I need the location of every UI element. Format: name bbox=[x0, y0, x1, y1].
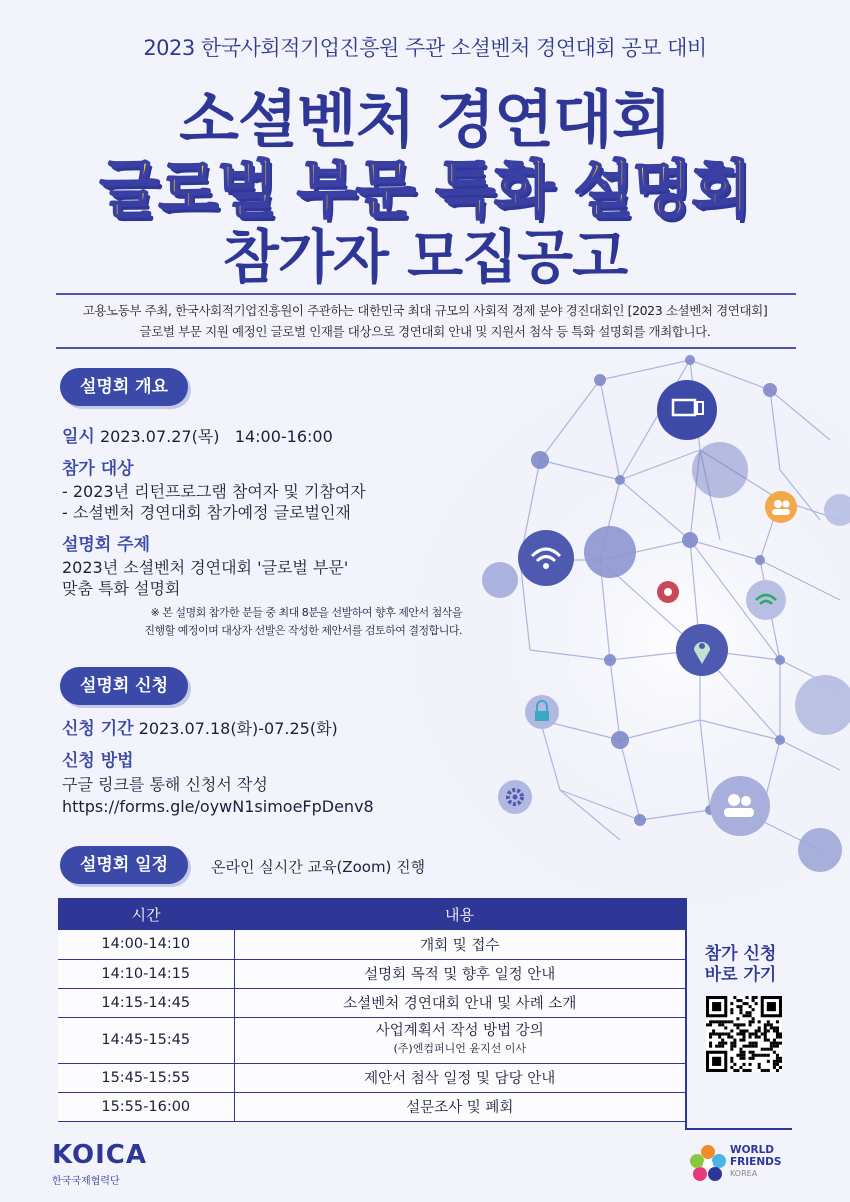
row-time: 14:00-14:10 bbox=[58, 930, 234, 959]
location-pin-icon bbox=[676, 624, 728, 676]
col-content-header: 내용 bbox=[234, 898, 685, 930]
period-value: 2023.07.18(화)-07.25(화) bbox=[138, 719, 338, 738]
share-icon bbox=[657, 581, 679, 603]
topic-text bbox=[62, 557, 348, 599]
overview-heading: 설명회 개요 bbox=[60, 368, 188, 406]
table-row bbox=[58, 988, 685, 1017]
row-time: 14:45-15:45 bbox=[58, 1017, 234, 1063]
schedule-table bbox=[58, 898, 685, 1122]
koica-name: 한국국제협력단 bbox=[52, 1176, 120, 1187]
row-content: 사업계획서 작성 방법 강의 bbox=[375, 1023, 544, 1039]
method-label: 신청 방법 bbox=[62, 751, 134, 771]
row-content: 설명회 목적 및 향후 일정 안내 bbox=[234, 959, 685, 988]
table-row bbox=[58, 1092, 685, 1121]
target-item: - 소셜벤처 경연대회 참가예정 글로벌인재 bbox=[62, 503, 351, 522]
target-label: 참가 대상 bbox=[62, 459, 134, 479]
qr-label-line-1: 참가 신청 bbox=[704, 944, 777, 964]
qr-panel bbox=[685, 898, 792, 1130]
users-icon bbox=[765, 491, 797, 523]
row-content-sub: (주)엔컴퍼니언 윤지선 이사 bbox=[393, 1042, 526, 1055]
schedule-heading: 설명회 일정 bbox=[60, 846, 188, 884]
method-text bbox=[62, 774, 374, 818]
application-link[interactable]: https://forms.gle/oywN1simoeFpDenv8 bbox=[62, 797, 374, 816]
event-subtitle: 2023 한국사회적기업진흥원 주관 소셜벤처 경연대회 공모 대비 bbox=[143, 36, 707, 60]
world-friends-logo bbox=[688, 1141, 798, 1185]
wifi-icon bbox=[518, 530, 574, 586]
target-list bbox=[62, 481, 366, 523]
target-item: - 2023년 리턴프로그램 참여자 및 기참여자 bbox=[62, 482, 366, 501]
table-row bbox=[58, 1063, 685, 1092]
wifi-icon bbox=[746, 580, 786, 620]
row-time: 15:55-16:00 bbox=[58, 1092, 234, 1121]
lock-icon bbox=[525, 695, 559, 729]
wf-line-3: KOREA bbox=[730, 1169, 758, 1178]
schedule-mode: 온라인 실시간 교육(Zoom) 진행 bbox=[211, 858, 426, 876]
row-time: 14:10-14:15 bbox=[58, 959, 234, 988]
gear-icon bbox=[498, 780, 532, 814]
row-content: 설문조사 및 폐회 bbox=[234, 1092, 685, 1121]
intro-text bbox=[40, 300, 810, 342]
flower-icon bbox=[688, 1143, 728, 1183]
qr-label bbox=[687, 944, 794, 986]
table-row bbox=[58, 1017, 685, 1063]
qr-label-line-2: 바로 가기 bbox=[704, 965, 777, 985]
selection-note bbox=[62, 604, 462, 640]
wf-line-1: WORLD bbox=[730, 1144, 774, 1156]
koica-logo bbox=[52, 1140, 147, 1187]
users-icon bbox=[710, 776, 770, 836]
monitor-icon bbox=[657, 380, 717, 440]
intro-line-2: 글로벌 부문 지원 예정인 글로벌 인재를 대상으로 경연대회 안내 및 지원서 첨삭 등 특화 설명회를 개최합니다. bbox=[139, 324, 711, 339]
date-row bbox=[62, 422, 333, 447]
table-row bbox=[58, 930, 685, 959]
period-label: 신청 기간 bbox=[62, 719, 134, 739]
method-line-1: 구글 링크를 통해 신청서 작성 bbox=[62, 775, 268, 794]
topic-line-1: 2023년 소셜벤처 경연대회 '글로벌 부문' bbox=[62, 558, 349, 577]
row-content-cell bbox=[234, 1017, 685, 1063]
topic-label: 설명회 주제 bbox=[62, 535, 151, 555]
row-content: 소셜벤처 경연대회 안내 및 사례 소개 bbox=[234, 988, 685, 1017]
row-time: 15:45-15:55 bbox=[58, 1063, 234, 1092]
apply-heading: 설명회 신청 bbox=[60, 667, 188, 705]
note-line-1: ※ 본 설명회 참가한 분들 중 최대 8분을 선발하여 향후 제안서 첨삭을 bbox=[150, 606, 462, 619]
koica-wordmark: KOICA bbox=[52, 1140, 147, 1170]
qr-code[interactable] bbox=[706, 996, 782, 1072]
intro-top-divider bbox=[56, 293, 796, 295]
table-row bbox=[58, 959, 685, 988]
row-content: 개회 및 접수 bbox=[234, 930, 685, 959]
intro-bottom-divider bbox=[56, 347, 796, 349]
note-line-2: 진행할 예정이며 대상자 선발은 작성한 제안서를 검토하여 결정합니다. bbox=[144, 624, 462, 637]
title-line-1: 소셜벤처 경연대회 bbox=[179, 83, 671, 156]
wf-line-2: FRIENDS bbox=[730, 1156, 782, 1168]
row-content: 제안서 첨삭 일정 및 담당 안내 bbox=[234, 1063, 685, 1092]
wf-text bbox=[730, 1144, 781, 1180]
date-label: 일시 bbox=[62, 427, 95, 447]
topic-line-2: 맞춤 특화 설명회 bbox=[62, 579, 181, 598]
intro-line-1: 고용노동부 주최, 한국사회적기업진흥원이 주관하는 대한민국 최대 규모의 사회적 경제 분야 경진대회인 [2023 소셜벤처 경연대회] bbox=[82, 303, 768, 318]
col-time-header: 시간 bbox=[58, 898, 234, 930]
title-line-3: 참가자 모집공고 bbox=[222, 223, 628, 291]
title-line-2: 글로벌 부문 특화 설명회 bbox=[99, 153, 751, 226]
schedule-header-row bbox=[58, 898, 685, 930]
period-row bbox=[62, 714, 338, 739]
row-time: 14:15-14:45 bbox=[58, 988, 234, 1017]
date-value: 2023.07.27(목) 14:00-16:00 bbox=[99, 427, 333, 446]
